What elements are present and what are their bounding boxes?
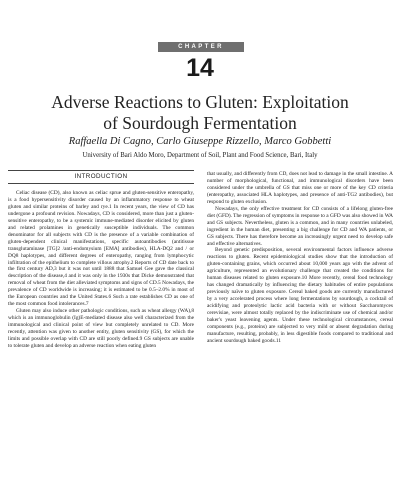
- right-column: [207, 171, 393, 496]
- paragraph: Celiac disease (CD), also known as celiac sprue and gluten-sensitive enteropathy, is a food hypersensitivity disorder caused by an inflammatory response to wheat gluten and similar proteins of barley and rye.1 In recent years, the view of CD has undergone a profound revision. Nowadays, CD is considered, more than just a gluten-sensitive enteropathy, to be a systemic immune-mediated disorder elicited by gluten and related prolamines in genetically susceptible individuals. The common denominator for all subjects with CD is the presence of a variable combination of gluten-dependent clinical manifestations, specific autoantibodies (antitissue transglutaminase [TG]2 /anti-endomysium [EMA] antibodies), HLA-DQ2 and / or DQ8 haplotypes, and different degrees of enteropathy, ranging from lymphocytic infiltration of the epithelium to complete villous atrophy.2 Reports of CD date back to the first century AD,3 but it was not until 1888 that Samuel Gee gave the classical description of the disease,4 and it was only in the 1930s that Dicke demonstrated that removal of wheat from the diet alleviated symptoms and signs of CD.5 Nowadays, the prevalence of CD worldwide is increasing; it is estimated to be 0.5–2.0% in most of the European countries and the United States.6 Such a rate establishes CD as one of the most common food intolerances.7: [8, 190, 194, 308]
- chapter-number: 14: [186, 54, 214, 82]
- paragraph: Nowadays, the only effective treatment for CD consists of a lifelong gluten-free diet (GFD). The regression of symptoms in response to a GFD was also showed in WA and GS subjects. Nevertheless, gluten is a common, and in many countries unlabeled, ingredient in the human diet, presenting a big challenge for CD and WA patients, or GS subjects. There has therefore become an increasingly urgent need to develop safe and effective alternatives.: [207, 205, 393, 247]
- chapter-title-line-2: of Sourdough Fermentation: [103, 113, 297, 133]
- paragraph: Beyond genetic predisposition, several environmental factors influence adverse reactions to gluten. Recent epidemiological studies show that the introduction of gluten-containing grains, which occurred about 10,000 years ago with the advent of agriculture, represented an evolutionary challenge that created the conditions for human diseases related to gluten exposure.10 More recently, cereal food technology has changed dramatically by influencing the dietary habitudes of entire populations previously naïve to gluten exposure. Cereal baked goods are currently manufactured by a very accelerated process where long fermentations by sourdough, a cocktail of acidifying and proteolytic lactic acid bacteria with or without Saccharomyces cerevisiae, were almost totally replaced by the indiscriminate use of chemical and/or baker's yeast leavening agents. Under these technological circumstances, cereal components (e.g., proteins) are subjected to very mild or absent degradation during manufacture, resulting, probably, in less digestible foods compared to traditional and ancient sourdough baked goods.11: [207, 247, 393, 344]
- chapter-label-bar: [158, 42, 244, 52]
- chapter-label: CHAPTER: [178, 44, 224, 50]
- chapter-header: [0, 0, 400, 90]
- chapter-title-line-1: Adverse Reactions to Gluten: Exploitation: [51, 92, 349, 112]
- chapter-title: [20, 92, 380, 134]
- section-heading: INTRODUCTION: [8, 170, 194, 184]
- left-column: [8, 190, 194, 496]
- affiliation: University of Bari Aldo Moro, Department of Soil, Plant and Food Science, Bari, Italy: [82, 152, 318, 159]
- paragraph: Gluten may also induce other pathologic conditions, such as wheat allergy (WA),8 which is an immunoglobulin (Ig)E-mediated disease also well characterized from the immunological and clinical point of view but completely unrelated to CD. More recently, attention was given to another entity, gluten sensitivity (GS), for which the limits and possible overlap with CD are still poorly defined.9 GS subjects are unable to tolerate gluten and develop an adverse reaction when eating gluten: [8, 308, 194, 349]
- paragraph: that usually, and differently from CD, does not lead to damage in the small intestine. A number of morphological, functional, and immunological disorders have been considered under the umbrella of GS that miss one or more of the key CD criteria (enteropathy, associated HLA haplotypes, and presence of anti-TG2 antibodies), but respond to gluten exclusion.: [207, 171, 393, 205]
- authors: Raffaella Di Cagno, Carlo Giuseppe Rizzello, Marco Gobbetti: [68, 136, 332, 147]
